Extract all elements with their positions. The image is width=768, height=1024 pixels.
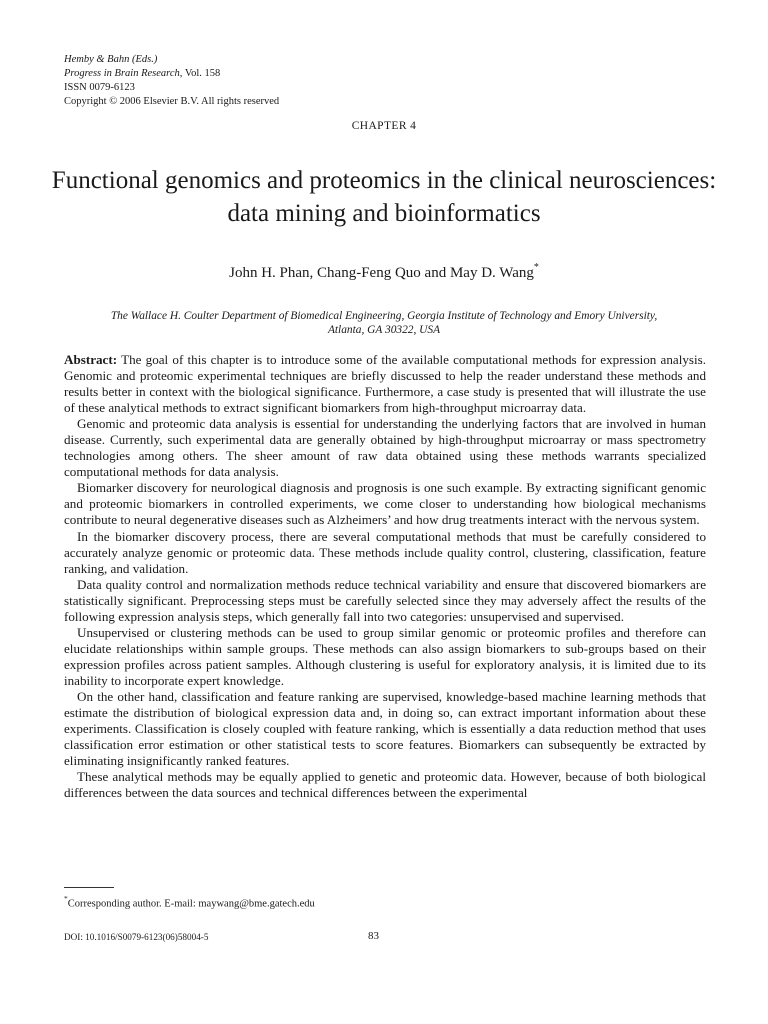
paper-title: Functional genomics and proteomics in the clinical neurosciences: data mining and bioinformatics xyxy=(51,167,717,227)
body-paragraph: Biomarker discovery for neurological diagnosis and prognosis is one such example. By extracting significant genomic and proteomic biomarkers in controlled experiments, we come closer to understanding how biological mechanisms contribute to neural degenerative diseases such as Alzheimers’ and how drug treatments interact with the nervous system. xyxy=(64,480,706,528)
editors: Hemby & Bahn (Eds.) xyxy=(64,54,158,65)
abstract xyxy=(64,352,706,801)
abstract-paragraph xyxy=(64,352,706,416)
body-paragraph: Data quality control and normalization methods reduce technical variability and ensure that discovered biomarkers are statistically significant. Preprocessing steps must be carefully selected since they may adversely affect the results of the following expression analysis steps, which generally fall into two categories: unsupervised and supervised. xyxy=(64,576,706,624)
footnote xyxy=(64,895,315,910)
journal-volume: , Vol. 158 xyxy=(179,68,221,79)
footnote-mark: * xyxy=(64,894,68,903)
abstract-text: The goal of this chapter is to introduce some of the available computational methods for expression analysis. Genomic and proteomic experimental techniques are briefly discussed to help the reader understand these methods and results better in context with the biological significance. Furthermore, a case study is presented that will illustrate the use of these analytical methods to extract significant biomarkers from high-throughput microarray data. xyxy=(64,352,706,416)
body-paragraph: In the biomarker discovery process, there are several computational methods that must be carefully considered to accurately analyze genomic or proteomic data. These methods include quality control, clustering, classification, feature ranking, and validation. xyxy=(64,528,706,576)
page-number: 83 xyxy=(368,930,379,942)
affiliation-line-2: Atlanta, GA 30322, USA xyxy=(327,324,441,336)
doi: DOI: 10.1016/S0079-6123(06)58004-5 xyxy=(64,932,209,942)
abstract-label: Abstract: xyxy=(64,352,118,367)
journal-line xyxy=(64,67,279,81)
body-paragraph: Unsupervised or clustering methods can be used to group similar genomic or proteomic profiles and therefore can elucidate relationships within sample groups. These methods can also assign biomarkers to sub-groups based on their expression profiles across patient samples. Although clustering is useful for exploratory analysis, it is limited due to its inability to incorporate expert knowledge. xyxy=(64,624,706,688)
body-paragraph: On the other hand, classification and feature ranking are supervised, knowledge-based machine learning methods that estimate the distribution of biological expression data and, in doing so, can extract important information about these experiments. Classification is closely coupled with feature ranking, which is essentially a data reduction method that uses classification error estimation or other statistical tests to score features. Biomarkers can subsequently be extracted by eliminating insignificantly ranked features. xyxy=(64,688,706,769)
author-names: John H. Phan, Chang-Feng Quo and May D. Wang xyxy=(229,265,534,281)
chapter-label: CHAPTER 4 xyxy=(351,120,417,132)
copyright: Copyright © 2006 Elsevier B.V. All rights reserved xyxy=(64,96,280,107)
journal-name: Progress in Brain Research xyxy=(64,68,180,79)
affiliation xyxy=(60,309,708,337)
footnote-text: Corresponding author. E-mail: maywang@bme.gatech.edu xyxy=(67,898,315,910)
footnote-divider xyxy=(64,887,114,888)
body-paragraph: These analytical methods may be equally applied to genetic and proteomic data. However, because of both biological differences between the data sources and technical differences between the experimental xyxy=(64,769,706,801)
body-paragraph: Genomic and proteomic data analysis is essential for understanding the underlying factors that are involved in human disease. Currently, such experimental data are generally obtained by high-throughput microarray or mass spectrometry technologies among others. The sheer amount of raw data obtained using these methods warrants specialized computational methods for data analysis. xyxy=(64,416,706,480)
publication-info xyxy=(64,53,279,109)
affiliation-line-1: The Wallace H. Coulter Department of Biomedical Engineering, Georgia Institute of Technology and Emory University, xyxy=(110,310,658,322)
author-list xyxy=(0,263,768,282)
corresponding-author-mark: * xyxy=(533,262,539,273)
issn: ISSN 0079-6123 xyxy=(64,82,135,93)
